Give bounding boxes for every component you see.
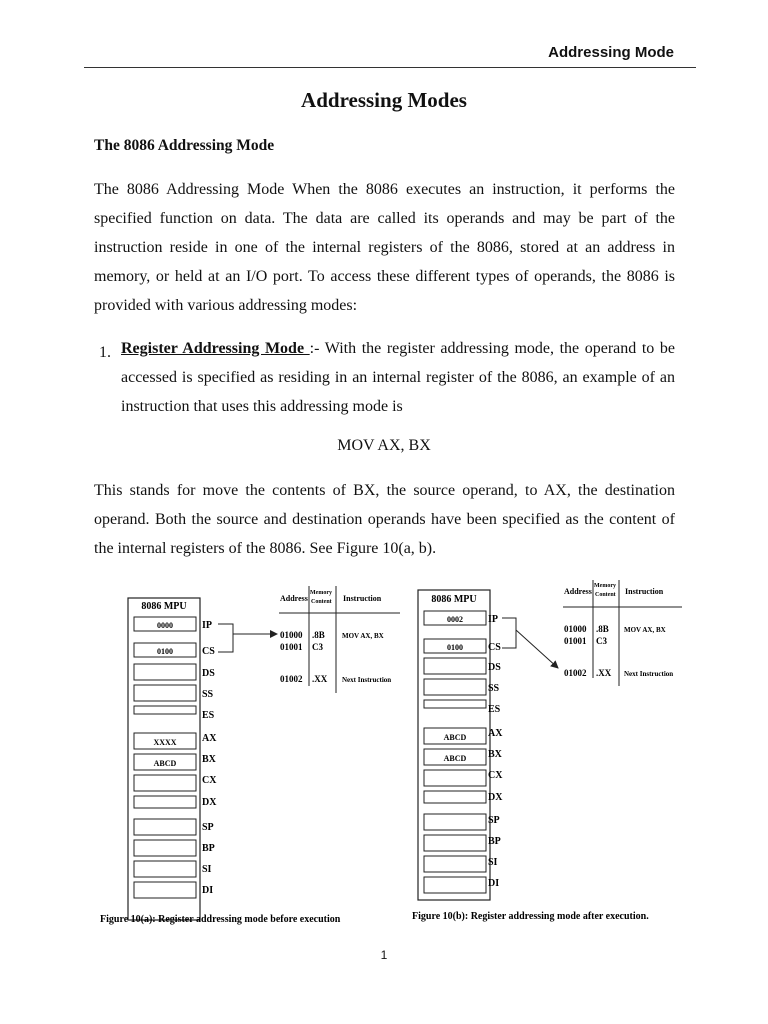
reg-ss-b: SS — [488, 683, 500, 694]
ax-value-a: XXXX — [153, 738, 177, 747]
reg-sp-a: SP — [202, 822, 214, 833]
reg-ds-b: DS — [488, 662, 501, 673]
figure-b — [412, 580, 682, 922]
bx-value-a: ABCD — [153, 759, 177, 768]
col-address-b: Address — [564, 587, 592, 596]
list-separator: :- — [309, 340, 320, 357]
mem-content-1-a: C3 — [312, 642, 323, 652]
mem-instr-0-a: MOV AX, BX — [342, 632, 384, 640]
reg-bp-a: BP — [202, 843, 215, 854]
mpu-label-b: 8086 MPU — [431, 594, 477, 605]
list-number: 1. — [99, 344, 111, 361]
caption-b: Figure 10(b): Register addressing mode after execution. — [412, 911, 649, 922]
reg-cx-b: CX — [488, 770, 503, 781]
col-instruction-b: Instruction — [625, 587, 664, 596]
reg-si-a: SI — [202, 864, 212, 875]
running-header: Addressing Mode — [548, 44, 674, 61]
col-content-b: Content — [595, 592, 616, 598]
mpu-label-a: 8086 MPU — [141, 601, 187, 612]
example-instruction: MOV AX, BX — [337, 437, 431, 454]
col-address-a: Address — [280, 594, 308, 603]
reg-bp-b: BP — [488, 836, 501, 847]
col-content-a: Content — [311, 599, 332, 605]
reg-dx-b: DX — [488, 792, 503, 803]
caption-a: Figure 10(a): Register addressing mode before execution — [100, 914, 341, 925]
reg-cs-b: CS — [488, 642, 501, 653]
mem-instr-2-a: Next Instruction — [342, 676, 392, 684]
reg-es-a: ES — [202, 710, 215, 721]
col-instruction-a: Instruction — [343, 594, 382, 603]
reg-sp-b: SP — [488, 815, 500, 826]
col-memory-a: Memory — [310, 590, 332, 596]
reg-si-b: SI — [488, 857, 498, 868]
reg-ds-a: DS — [202, 668, 215, 679]
mem-addr-0-a: 01000 — [280, 630, 303, 640]
page-title: Addressing Modes — [301, 88, 467, 112]
reg-ip-a: IP — [202, 620, 212, 631]
reg-cx-a: CX — [202, 775, 217, 786]
reg-ax-b: AX — [488, 728, 503, 739]
ax-value-b: ABCD — [443, 733, 467, 742]
mem-addr-0-b: 01000 — [564, 624, 587, 634]
page-number: 1 — [380, 948, 388, 962]
figure-a — [100, 586, 400, 925]
reg-di-b: DI — [488, 878, 500, 889]
mem-content-0-b: .8B — [596, 624, 609, 634]
reg-ss-a: SS — [202, 689, 214, 700]
reg-ax-a: AX — [202, 733, 217, 744]
mem-addr-1-b: 01001 — [564, 636, 587, 646]
ip-value-a: 0000 — [157, 621, 173, 630]
reg-ip-b: IP — [488, 614, 498, 625]
intro-paragraph: The 8086 Addressing Mode When the 8086 executes an instruction, it performs the specified function on data. The data are called its operands and may be part of the instruction reside in one of the internal registers of the 8086, stored at an address in memory, or held at an I/O port. To access these different types of operands, the 8086 is provided with various addressing modes: — [94, 181, 675, 314]
cs-value-b: 0100 — [447, 643, 463, 652]
explanation-paragraph: This stands for move the contents of BX, the source operand, to AX, the destination operand. Both the source and destination operands have been specified as the content of the internal registers of the 8086. See Figure 10(a, b). — [94, 482, 675, 557]
reg-dx-a: DX — [202, 797, 217, 808]
mem-content-2-a: .XX — [312, 674, 328, 684]
header-divider — [84, 67, 696, 68]
mem-addr-2-b: 01002 — [564, 668, 587, 678]
bx-value-b: ABCD — [443, 754, 467, 763]
list-text: With the register addressing mode, the operand to be accessed is specified as residing in an internal register of the 8086, an example of an instruction that uses this addressing mode is — [121, 340, 676, 415]
reg-cs-a: CS — [202, 646, 215, 657]
mem-addr-1-a: 01001 — [280, 642, 303, 652]
mem-instr-2-b: Next Instruction — [624, 670, 674, 678]
cs-value-a: 0100 — [157, 647, 173, 656]
reg-bx-a: BX — [202, 754, 216, 765]
figure-register-addressing — [92, 578, 712, 934]
list-term: Register Addressing Mode — [121, 340, 310, 357]
mem-content-1-b: C3 — [596, 636, 607, 646]
mem-content-2-b: .XX — [596, 668, 612, 678]
reg-es-b: ES — [488, 704, 501, 715]
col-memory-b: Memory — [594, 583, 616, 589]
mem-addr-2-a: 01002 — [280, 674, 303, 684]
reg-bx-b: BX — [488, 749, 502, 760]
reg-di-a: DI — [202, 885, 214, 896]
section-title: The 8086 Addressing Mode — [94, 137, 275, 154]
list-item-register-mode — [121, 334, 675, 421]
ip-value-b: 0002 — [447, 615, 463, 624]
mem-content-0-a: .8B — [312, 630, 325, 640]
mem-instr-0-b: MOV AX, BX — [624, 626, 666, 634]
